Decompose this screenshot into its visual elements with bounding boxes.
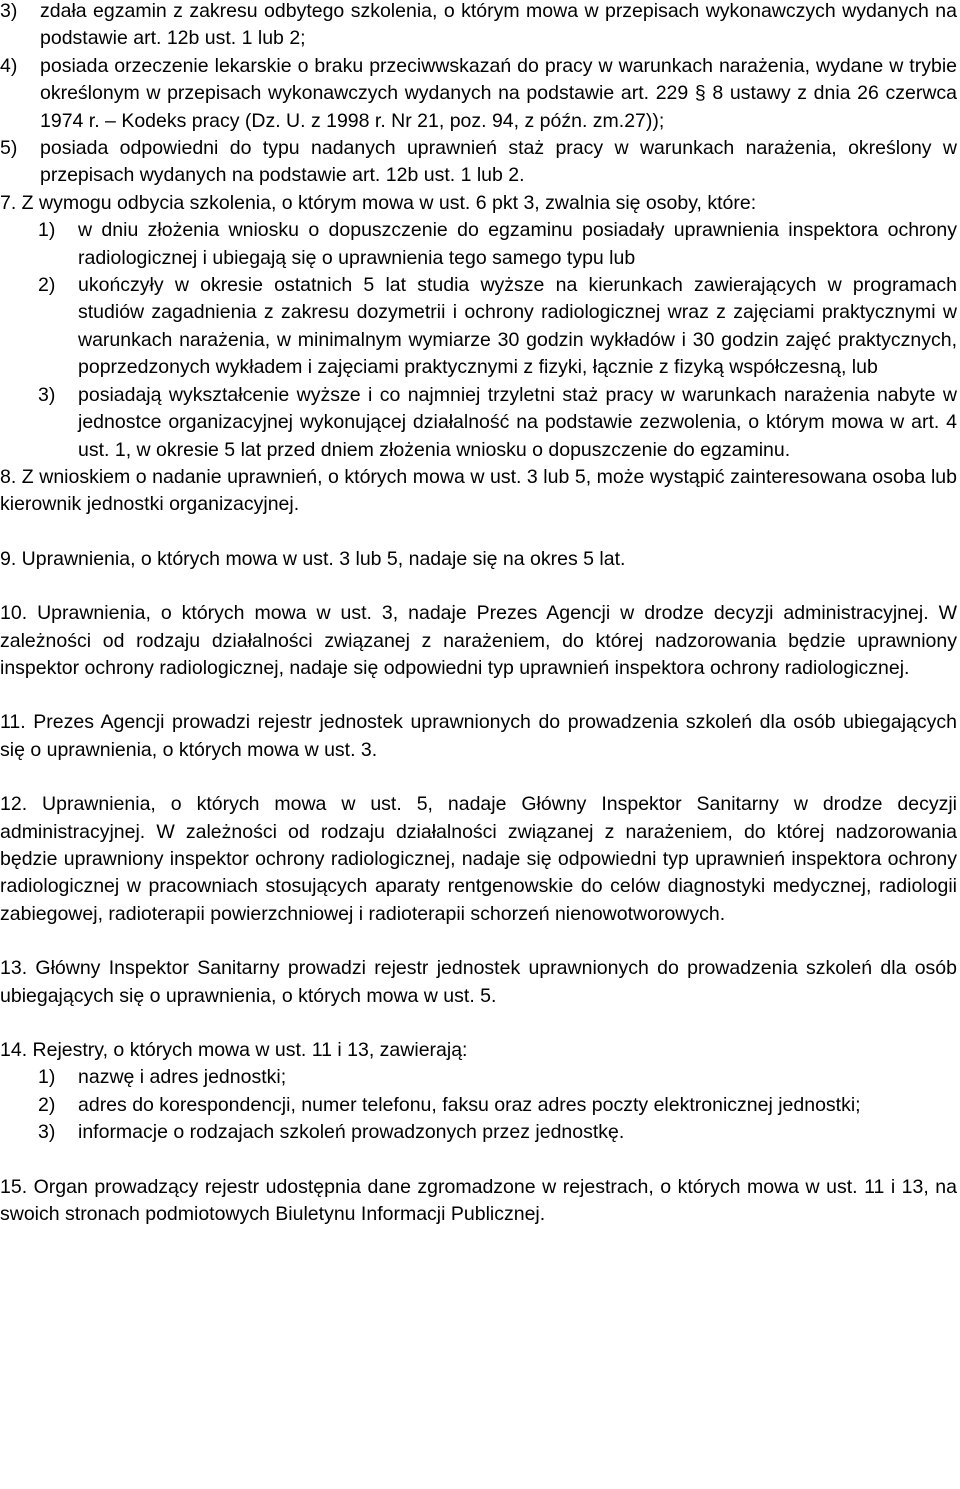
section-12: 12. Uprawnienia, o których mowa w ust. 5, nadaje Główny Inspektor Sanitarny w drodze decyzji administracyjnej. W zależności od rodzaju działalności związanej z narażeniem, do której nadzorowania będzie uprawniony inspektor ochrony radiologicznej, nadaje się odpowiedni typ uprawnień inspektora ochrony radiologicznej w pracowniach stosujących aparaty rentgenowskie do celów diagnostyki medycznej, radiologii zabiegowej, radioterapii powierzchniowej i radioterapii schorzeń nienowotworowych. [0, 793, 957, 925]
list-number: 4) [0, 54, 18, 77]
section-14-heading: 14. Rejestry, o których mowa w ust. 11 i 13, zawierają: [0, 1039, 468, 1061]
section-7-heading: 7. Z wymogu odbycia szkolenia, o którym mowa w ust. 6 pkt 3, zwalnia się osoby, które: [0, 191, 757, 214]
section-7-item-2 [0, 272, 957, 382]
list-text: informacje o rodzajach szkoleń prowadzonych przez jednostkę. [78, 1121, 625, 1144]
list-number: 2) [38, 274, 56, 297]
list-text: posiada orzeczenie lekarskie o braku przeciwwskazań do pracy w warunkach narażenia, wydane w trybie określonym w przepisach wykonawczych wydanych na podstawie art. 229 § 8 ustawy z dnia 26 czerwca 1974 r. – Kodeks pracy (Dz. U. z 1998 r. Nr 21, poz. 94, z późn. zm.27)); [40, 54, 957, 132]
list-number: 5) [0, 137, 18, 160]
list-text: posiada odpowiedni do typu nadanych uprawnień staż pracy w warunkach narażenia, określony w przepisach wydanych na podstawie art. 12b ust. 1 lub 2. [40, 137, 957, 187]
list-item-5 [0, 135, 957, 190]
section-9: 9. Uprawnienia, o których mowa w ust. 3 lub 5, nadaje się na okres 5 lat. [0, 547, 626, 570]
section-10: 10. Uprawnienia, o których mowa w ust. 3, nadaje Prezes Agencji w drodze decyzji administracyjnej. W zależności od rodzaju działalności związanej z narażeniem, do której nadzorowania będzie uprawniony inspektor ochrony radiologicznej, nadaje się odpowiedni typ uprawnień inspektora ochrony radiologicznej. [0, 602, 957, 679]
section-14-item-2 [0, 1092, 957, 1119]
list-number: 3) [38, 1121, 56, 1144]
section-7-item-1 [0, 217, 957, 272]
section-8: 8. Z wnioskiem o nadanie uprawnień, o których mowa w ust. 3 lub 5, może wystąpić zainteresowana osoba lub kierownik jednostki organizacyjnej. [0, 465, 957, 516]
list-text: zdała egzamin z zakresu odbytego szkolenia, o którym mowa w przepisach wykonawczych wydanych na podstawie art. 12b ust. 1 lub 2; [40, 0, 957, 50]
section-13: 13. Główny Inspektor Sanitarny prowadzi rejestr jednostek uprawnionych do prowadzenia szkoleń dla osób ubiegających się o uprawnienia, o których mowa w ust. 5. [0, 957, 957, 1007]
list-number: 1) [38, 1066, 56, 1089]
list-number: 3) [38, 383, 56, 406]
list-number: 1) [38, 219, 56, 242]
list-text: w dniu złożenia wniosku o dopuszczenie do egzaminu posiadały uprawnienia inspektora ochrony radiologicznej i ubiegają się o uprawnienia tego samego typu lub [78, 219, 957, 269]
list-text: posiadają wykształcenie wyższe i co najmniej trzyletni staż pracy w warunkach narażenia nabyte w jednostce organizacyjnej wykonującej działalność na podstawie zezwolenia, o którym mowa w art. 4 ust. 1, w okresie 5 lat przed dniem złożenia wniosku o dopuszczenie do egzaminu. [78, 383, 957, 461]
section-14-item-3 [0, 1119, 957, 1146]
section-7-item-3 [0, 382, 957, 464]
section-15: 15. Organ prowadzący rejestr udostępnia dane zgromadzone w rejestrach, o których mowa w ust. 11 i 13, na swoich stronach podmiotowych Biuletynu Informacji Publicznej. [0, 1175, 957, 1226]
list-text: nazwę i adres jednostki; [78, 1066, 287, 1089]
list-text: ukończyły w okresie ostatnich 5 lat studia wyższe na kierunkach zawierających w programach studiów zagadnienia z zakresu dozymetrii i ochrony radiologicznej wraz z zajęciami praktycznymi w warunkach narażenia, w minimalnym wymiarze 30 godzin wykładów i 30 godzin zajęć praktycznych, poprzedzonych wykładem i zajęciami praktycznymi z fizyki, łącznie z fizyką współczesną, lub [78, 274, 957, 379]
list-number: 2) [38, 1093, 56, 1116]
list-number: 3) [0, 0, 18, 22]
list-item-3 [0, 0, 957, 53]
list-text: adres do korespondencji, numer telefonu, faksu oraz adres poczty elektronicznej jednostki; [78, 1093, 861, 1116]
section-11: 11. Prezes Agencji prowadzi rejestr jednostek uprawnionych do prowadzenia szkoleń dla osób ubiegających się o uprawnienia, o których mowa w ust. 3. [0, 711, 957, 761]
list-item-4 [0, 53, 957, 135]
section-14-item-1 [0, 1064, 957, 1091]
